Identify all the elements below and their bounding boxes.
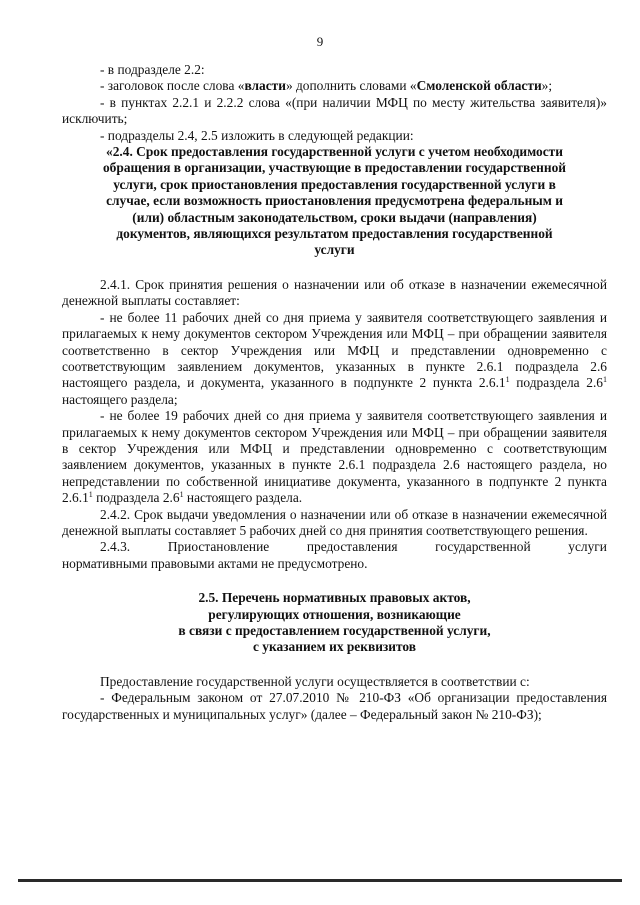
p243-word: предоставления [306, 539, 398, 555]
document-body [62, 62, 607, 723]
intro-line-2 [62, 78, 607, 94]
heading-2-5-line: регулирующих отношения, возникающие [208, 606, 461, 622]
bullet-11-days-end: настоящего раздела; [62, 391, 178, 407]
intro-line-2-text: - заголовок после слова « [100, 78, 245, 94]
intro-line-2-end: »; [541, 78, 553, 94]
paragraph-2-5-bullet-1: - Федеральным законом от 27.07.2010 № 210-ФЗ «Об организации предоставления государственных и муниципальных услуг» (далее – Федеральный закон № 210-ФЗ); [62, 690, 607, 722]
paragraph-2-4-3-line-2: нормативными правовыми актами не предусмотрено. [62, 555, 368, 571]
bottom-border-line [18, 879, 622, 882]
bullet-11-days-mid: подраздела 2.6 [509, 375, 603, 391]
heading-2-5-line: 2.5. Перечень нормативных правовых актов, [198, 590, 471, 606]
superscript: 1 [179, 490, 184, 500]
p243-word: Приостановление [167, 539, 270, 555]
superscript: 1 [505, 375, 510, 385]
intro-line-1: - в подразделе 2.2: [100, 62, 205, 77]
page-number: 9 [316, 34, 324, 49]
bullet-19-days-end: настоящего раздела. [183, 490, 303, 506]
paragraph-2-4-2: 2.4.2. Срок выдачи уведомления о назначении или об отказе в назначении ежемесячной денежной выплаты составляет 5 рабочих дней со дня принятия соответствующего решения. [62, 506, 607, 538]
spacer [62, 259, 607, 277]
spacer [62, 572, 607, 590]
superscript: 1 [88, 490, 93, 500]
heading-2-5-line: в связи с предоставлением государственной услуги, [178, 623, 491, 638]
p243-word: государственной [435, 539, 531, 555]
superscript: 1 [603, 375, 607, 385]
section-heading-2-5 [100, 590, 570, 656]
bullet-19-days [62, 408, 607, 506]
intro-line-3: - в пунктах 2.2.1 и 2.2.2 слова «(при наличии МФЦ по месту жительства заявителя)» исключить; [62, 94, 607, 127]
paragraph-2-4-3-line-1 [62, 539, 607, 555]
intro-line-2-bold-1: власти [244, 78, 286, 94]
section-heading-2-4: «2.4. Срок предоставления государственной услуги с учетом необходимости обращения в организации, участвующие в предоставлении государственной услуги, срок приостановления предоставления государственной услуги в случае, если возможность приостановления предусмотрена федеральным и (или) областным законодательством, сроки выдачи (направления) документов, являющихся результатом предоставления государственной услуги [102, 144, 566, 258]
paragraph-2-5-intro: Предоставление государственной услуги осуществляется в соответствии с: [100, 673, 530, 689]
spacer [62, 656, 607, 674]
intro-line-2-mid: » дополнить словами « [285, 78, 417, 94]
heading-2-5-line: с указанием их реквизитов [252, 639, 416, 655]
bullet-19-days-mid: подраздела 2.6 [92, 490, 180, 506]
intro-line-2-bold-2: Смоленской области [416, 78, 542, 94]
bullet-19-days-text: - не более 19 рабочих дней со дня приема у заявителя соответствующего заявления и прилагаемых к нему документов сектором Учреждения или МФЦ – при обращении заявителя в сектор Учреждения или МФЦ и представлении одновременно с соответствующим заявлением документов, указанных в пункте 2.6.1 подраздела 2.6 настоящего раздела, но непредставлении по собственной инициативе документа, указанного в подпункте 2 пункта 2.6.1 [62, 408, 607, 506]
bullet-11-days [62, 310, 607, 408]
intro-line-4: - подразделы 2.4, 2.5 изложить в следующей редакции: [100, 127, 414, 143]
p243-word: 2.4.3. [100, 539, 131, 555]
paragraph-2-4-1: 2.4.1. Срок принятия решения о назначении или об отказе в назначении ежемесячной денежной выплаты составляет: [62, 276, 607, 309]
p243-word: услуги [568, 539, 607, 555]
bullet-11-days-text: - не более 11 рабочих дней со дня приема у заявителя соответствующего заявления и прилагаемых к нему документов сектором Учреждения или МФЦ – при обращении заявителя соответственно в сектор Учреждения или МФЦ и представлении одновременно с соответствующим заявлением документов, указанных в пункте 2.6.1 подраздела 2.6 настоящего раздела, и документа, указанного в подпункте 2 пункта 2.6.1 [62, 309, 607, 391]
